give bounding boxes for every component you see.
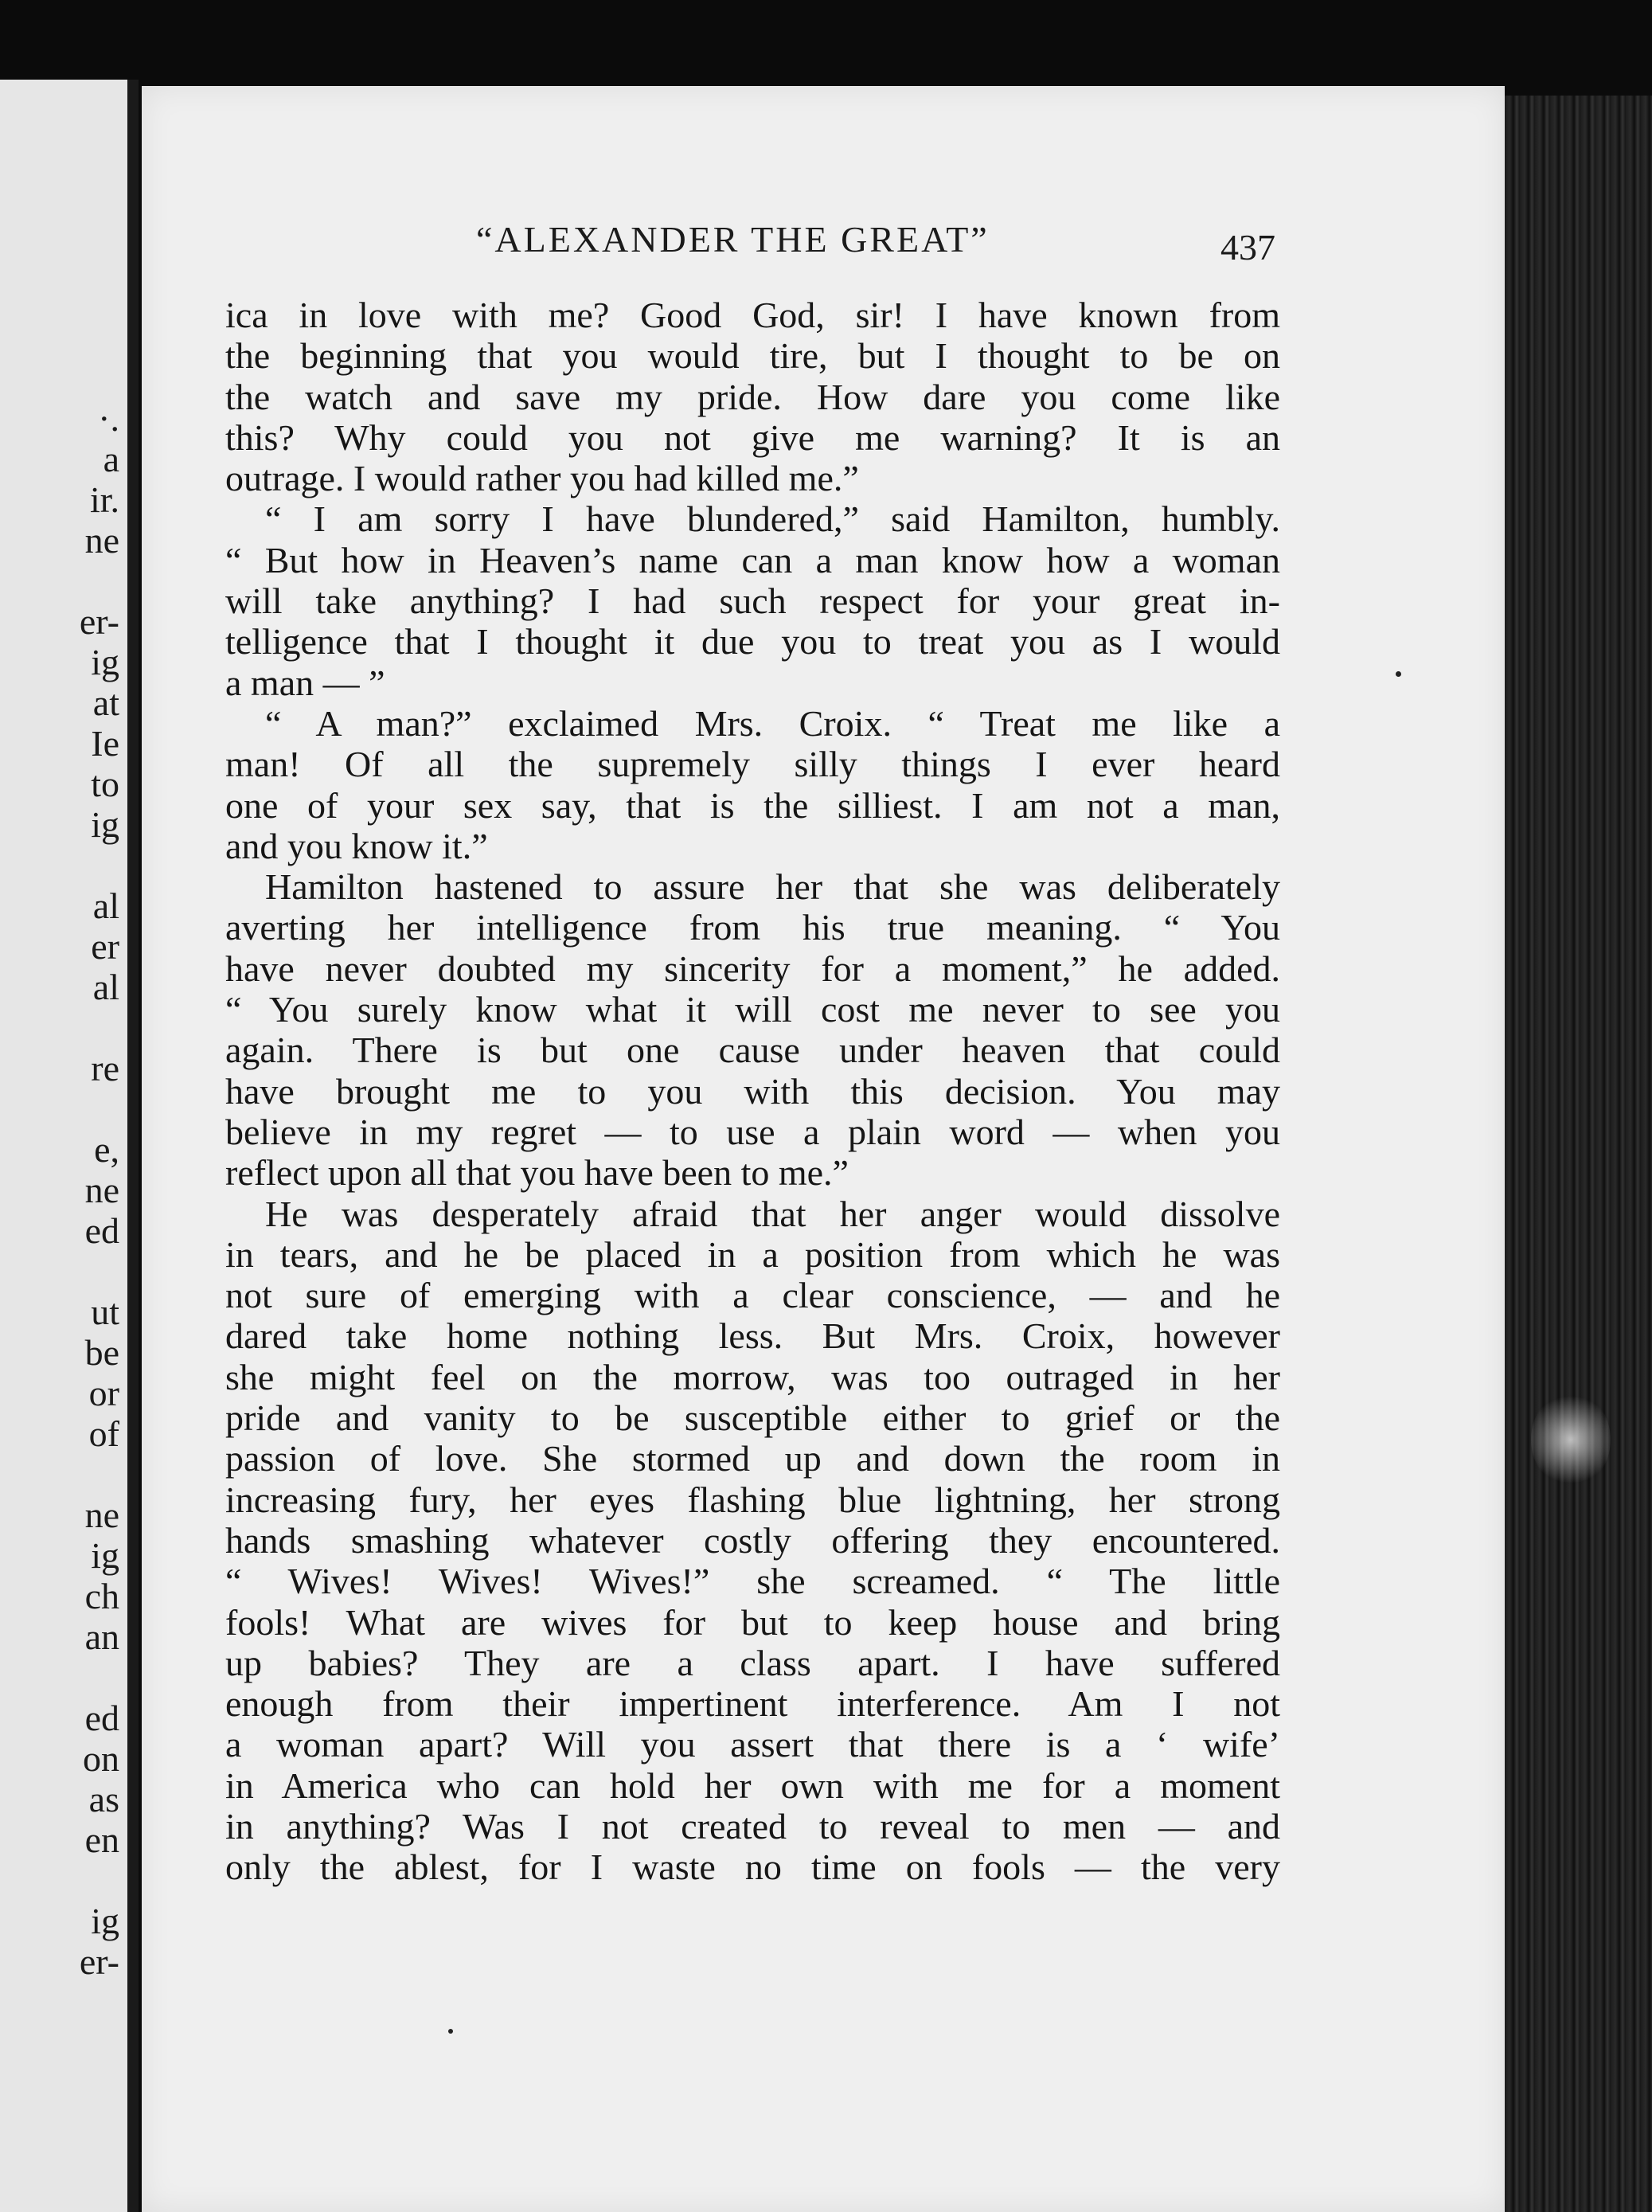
text-line: dared take home nothing less. But Mrs. Croix, however	[225, 1315, 1280, 1357]
facing-page-fragment: be	[84, 1332, 119, 1373]
text-line: ica in love with me? Good God, sir! I have known from	[225, 295, 1280, 335]
facing-page-fragment: re	[91, 1048, 119, 1088]
text-line: “ You surely know what it will cost me never to see you	[225, 989, 1280, 1030]
text-line: in America who can hold her own with me for a moment	[225, 1765, 1280, 1806]
facing-page-fragment: ig	[91, 804, 119, 845]
facing-page-fragment	[0, 1251, 127, 1292]
text-line: “ I am sorry I have blundered,” said Hamilton, humbly.	[265, 498, 1280, 540]
facing-page-fragment	[0, 1454, 127, 1495]
body-text	[225, 295, 1280, 1888]
running-head	[142, 218, 1505, 274]
text-line: in anything? Was I not created to reveal to men — and	[225, 1805, 1280, 1847]
text-line: He was desperately afraid that her anger would dissolve	[265, 1193, 1280, 1234]
text-line: a woman apart? Will you assert that there is a ‘ wife’	[225, 1724, 1280, 1765]
scan-speck	[1396, 671, 1401, 677]
text-line: hands smashing whatever costly offering they encountered.	[225, 1519, 1280, 1561]
facing-page-fragment	[0, 845, 127, 885]
text-line: again. There is but one cause under heaven that could	[225, 1030, 1280, 1071]
facing-page-fragment: ne	[84, 1495, 119, 1535]
facing-page-fragment: Ie	[91, 723, 119, 764]
text-line: will take anything? I had such respect for your great in-	[225, 580, 1280, 622]
facing-page-fragment: e,	[94, 1129, 119, 1170]
text-line: outrage. I would rather you had killed me.”	[225, 458, 859, 499]
page-number: 437	[1220, 227, 1275, 268]
facing-page-fragment	[0, 1657, 127, 1698]
facing-page-fragment: ch	[84, 1576, 119, 1616]
scan-speck	[448, 2029, 453, 2034]
text-line: she might feel on the morrow, was too outraged in her	[225, 1356, 1280, 1397]
facing-page-fragment: ig	[91, 1901, 119, 1941]
text-line: man! Of all the supremely silly things I ever heard	[225, 744, 1280, 785]
text-line: fools! What are wives for but to keep house and bring	[225, 1601, 1280, 1643]
facing-page-fragment: ·.	[98, 398, 119, 439]
text-line: a man — ”	[225, 662, 385, 703]
facing-page-fragment: ed	[84, 1210, 119, 1251]
text-line: averting her intelligence from his true meaning. “ You	[225, 907, 1280, 948]
text-line: this? Why could you not give me warning? It is an	[225, 416, 1280, 458]
running-title: “ALEXANDER THE GREAT”	[476, 219, 990, 260]
scan-wear-mark	[1531, 1392, 1611, 1487]
text-line: “ But how in Heaven’s name can a man know how a woman	[225, 539, 1280, 580]
text-line: one of your sex say, that is the silliest. I am not a man,	[225, 784, 1280, 826]
text-line: have never doubted my sincerity for a moment,” he added.	[225, 948, 1280, 989]
facing-page-fragment: ig	[91, 1535, 119, 1576]
text-line: believe in my regret — to use a plain word — when you	[225, 1111, 1280, 1152]
facing-page-fragment: of	[88, 1413, 119, 1454]
text-line: only the ablest, for I waste no time on fools — the very	[225, 1847, 1280, 1888]
facing-page-fragment: ne	[84, 1170, 119, 1210]
text-line: Hamilton hastened to assure her that she was deliberately	[265, 866, 1280, 908]
facing-page-fragment: en	[84, 1819, 119, 1860]
facing-page-fragment: as	[88, 1779, 119, 1819]
facing-page-fragment: ir.	[89, 479, 119, 520]
book-page	[142, 86, 1505, 2212]
text-line: the beginning that you would tire, but I thought to be on	[225, 335, 1280, 377]
facing-page-fragment: to	[91, 764, 119, 804]
text-line: up babies? They are a class apart. I have suffered	[225, 1642, 1280, 1683]
facing-page-fragment: er-	[79, 1941, 119, 1982]
text-line: the watch and save my pride. How dare you come like	[225, 376, 1280, 417]
text-line: and you know it.”	[225, 825, 488, 866]
facing-page-fragment: an	[84, 1616, 119, 1657]
facing-page-fragment: ed	[84, 1698, 119, 1738]
facing-page-fragment: er-	[79, 601, 119, 642]
facing-page-fragment: al	[92, 885, 119, 926]
text-line: “ A man?” exclaimed Mrs. Croix. “ Treat me like a	[265, 702, 1280, 744]
facing-page-fragment	[0, 561, 127, 601]
facing-page-fragment	[0, 1088, 127, 1129]
facing-page-fragments	[0, 398, 127, 1982]
text-line: in tears, and he be placed in a position from which he was	[225, 1233, 1280, 1275]
facing-page-fragment: ig	[91, 642, 119, 682]
facing-page-fragment: ut	[91, 1292, 119, 1332]
facing-page-fragment: on	[83, 1738, 119, 1779]
facing-page-fragment: al	[92, 967, 119, 1007]
text-line: pride and vanity to be susceptible either to grief or the	[225, 1397, 1280, 1439]
text-line: telligence that I thought it due you to treat you as I would	[225, 621, 1280, 662]
text-line: passion of love. She stormed up and down the room in	[225, 1438, 1280, 1479]
text-line: enough from their impertinent interference. Am I not	[225, 1683, 1280, 1725]
text-line: not sure of emerging with a clear conscience, — and he	[225, 1275, 1280, 1316]
facing-page-edge	[0, 80, 139, 2212]
facing-page-fragment: at	[92, 682, 119, 723]
facing-page-fragment: ne	[84, 520, 119, 561]
text-line: have brought me to you with this decision. You may	[225, 1070, 1280, 1112]
facing-page-fragment	[0, 1860, 127, 1901]
text-line: increasing fury, her eyes flashing blue lightning, her strong	[225, 1479, 1280, 1520]
book-page-edges	[1505, 96, 1652, 2212]
facing-page-fragment: or	[88, 1373, 119, 1413]
facing-page-fragment: a	[103, 439, 119, 479]
facing-page-fragment	[0, 1007, 127, 1048]
facing-page-fragment: er	[91, 926, 119, 967]
text-line: “ Wives! Wives! Wives!” she screamed. “ The little	[225, 1561, 1280, 1602]
text-line: reflect upon all that you have been to me.”	[225, 1152, 849, 1194]
